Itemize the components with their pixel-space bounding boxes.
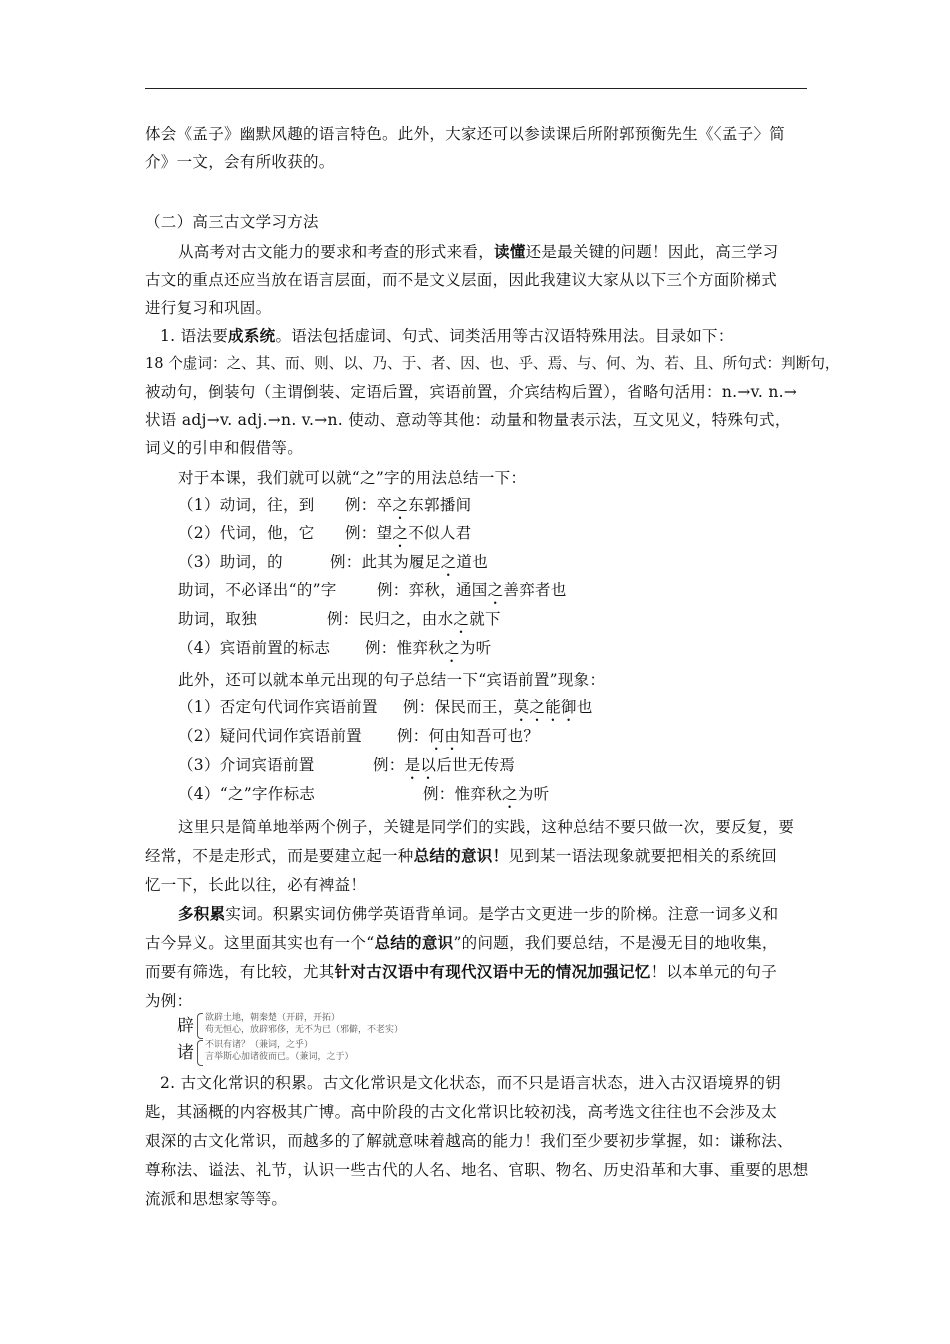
para1-line-3: 进行复习和巩固。: [145, 299, 272, 317]
obj-type-1-example: 例：保民而王，莫之能御也: [403, 698, 593, 716]
item2-line-2: 匙，其涵概的内容极其广博。高中阶段的古文化常识比较初浅，高考选文往往也不会涉及太: [145, 1103, 778, 1121]
zhi-use-2-example: 例：望之不似人君: [345, 524, 472, 542]
para1-line-2: 古文的重点还应当放在语言层面，而不是文义层面，因此我建议大家从以下三个方面阶梯式: [145, 271, 778, 289]
item1-line-4: 状语 adj→v. adj.→n. v.→n. 使动、意动等其他：动量和物量表示法，互文见义，特殊句式，: [145, 411, 791, 429]
header-rule: [145, 88, 807, 89]
vocab-brace-zhu: [197, 1040, 203, 1066]
obj-type-3-example: 例：是以后世无传焉: [373, 756, 516, 774]
obj-type-2-label: （2）疑问代词作宾语前置: [178, 727, 362, 745]
item2-line-3: 艰深的古文化常识，而越多的了解就意味着越高的能力！我们至少要初步掌握，如：谦称法、: [145, 1132, 793, 1150]
para3-line-1: 多积累实词。积累实词仿佛学英语背单词。是学古文更进一步的阶梯。注意一词多义和: [178, 904, 779, 923]
zhi-intro: 对于本课，我们就可以就“之”字的用法总结一下：: [178, 469, 527, 487]
intro-line-2: 介》一文，会有所收获的。: [145, 153, 335, 171]
obj-type-3-label: （3）介词宾语前置: [178, 756, 315, 774]
obj-type-1-label: （1）否定句代词作宾语前置: [178, 698, 378, 716]
para2-line-1: 这里只是简单地举两个例子，关键是同学们的实践，这种总结不要只做一次，要反复，要: [178, 818, 795, 836]
vocab-zhu-line-2: 言举斯心加诸彼而已。（兼词，之于）: [205, 1052, 354, 1062]
item1-line-1: 1. 语法要成系统。语法包括虚词、句式、词类活用等古汉语特殊用法。目录如下：: [160, 326, 734, 345]
zhi-use-4-example: 例：弈秋，通国之善弈者也: [377, 581, 567, 599]
item2-line-1: 2. 古文化常识的积累。古文化常识是文化状态，而不只是语言状态，进入古汉语境界的钥: [160, 1074, 782, 1092]
section-title: （二）高三古文学习方法: [145, 213, 319, 231]
zhi-use-1-example: 例：卒之东郭播间: [345, 496, 472, 514]
obj-type-4-example: 例：惟弈秋之为听: [423, 785, 550, 803]
para1-line-1: 从高考对古文能力的要求和考查的形式来看，读懂还是最关键的问题！因此，高三学习: [178, 242, 779, 261]
para2-line-3: 忆一下，长此以往，必有裨益！: [145, 876, 367, 894]
para3-line-2: 古今异义。这里面其实也有一个“总结的意识”的问题，我们要总结，不是漫无目的地收集，: [145, 933, 778, 952]
obj-intro: 此外，还可以就本单元出现的句子总结一下“宾语前置”现象：: [178, 671, 606, 689]
vocab-char-zhu: 诸: [177, 1043, 194, 1063]
item2-line-5: 流派和思想家等等。: [145, 1190, 288, 1208]
item1-line-2: 18 个虚词：之、其、而、则、以、乃、于、者、因、也、乎、焉、与、何、为、若、且、所句式：判断句，: [145, 355, 840, 372]
vocab-brace-pi: [197, 1013, 203, 1039]
para3-line-4: 为例：: [145, 992, 193, 1010]
zhi-use-4-label: 助词，不必译出“的”字: [178, 581, 337, 599]
zhi-use-1-label: （1）动词，往，到: [178, 496, 315, 514]
vocab-zhu-line-1: 不识有诸？（兼词，之乎）: [205, 1040, 314, 1050]
vocab-char-pi: 辟: [177, 1016, 194, 1036]
zhi-use-2-label: （2）代词，他，它: [178, 524, 315, 542]
para2-line-2: 经常，不是走形式，而是要建立起一种总结的意识！见到某一语法现象就要把相关的系统回: [145, 846, 778, 865]
obj-type-4-label: （4）“之”字作标志: [178, 785, 316, 803]
zhi-use-3-example: 例：此其为履足之道也: [330, 553, 489, 571]
obj-type-2-example: 例：何由知吾可也？: [397, 727, 540, 745]
item2-line-4: 尊称法、谥法、礼节，认识一些古代的人名、地名、官职、物名、历史沿革和大事、重要的思想: [145, 1161, 809, 1179]
zhi-use-3-label: （3）助词，的: [178, 553, 283, 571]
zhi-use-5-example: 例：民归之，由水之就下: [327, 610, 501, 628]
vocab-pi-line-1: 欲辟土地，朝秦楚（开辟，开拓）: [205, 1013, 341, 1023]
zhi-use-6-label: （4）宾语前置的标志: [178, 639, 331, 657]
intro-line-1: 体会《孟子》幽默风趣的语言特色。此外，大家还可以参读课后所附郭预衡先生《〈孟子〉简: [145, 125, 786, 143]
item1-line-5: 词义的引申和假借等。: [145, 439, 304, 457]
zhi-use-5-label: 助词，取独: [178, 610, 258, 628]
item1-line-3: 被动句，倒装句（主谓倒装、定语后置，宾语前置，介宾结构后置），省略句活用：n.→v. n.→: [145, 383, 798, 401]
zhi-use-6-example: 例：惟弈秋之为听: [365, 639, 492, 657]
vocab-pi-line-2: 苟无恒心，放辟邪侈，无不为已（邪僻，不老实）: [205, 1025, 404, 1035]
para3-line-3: 而要有筛选，有比较，尤其针对古汉语中有现代汉语中无的情况加强记忆！以本单元的句子: [145, 962, 778, 981]
